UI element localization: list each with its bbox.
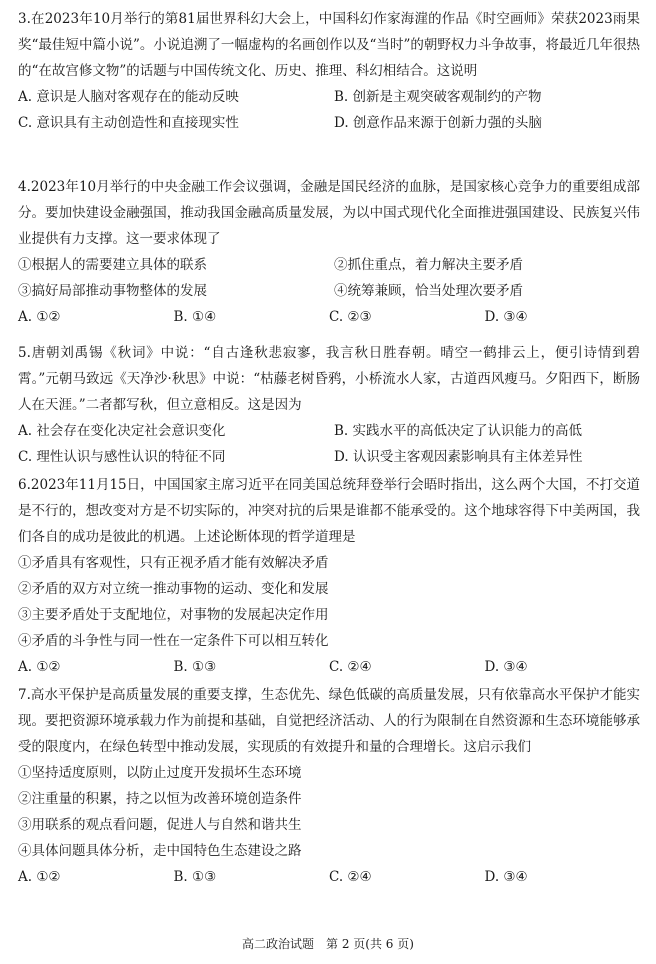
option-b: B. 创新是主观突破客观制约的产物: [334, 89, 542, 105]
question-text: 唐朝刘禹锡《秋词》中说：“自古逢秋悲寂寥，我言秋日胜春朝。晴空一鹤排云上，便引诗情到碧霄。”元朝马致远《天净沙·秋思》中说：“枯藤老树昏鸦，小桥流水人家，古道西风瘦马。夕阳西下，断肠人在天涯。”二者都写秋，但立意相反。这是因为: [18, 345, 640, 413]
items-row: [18, 278, 640, 304]
option-b: B. ①③: [173, 659, 217, 675]
item-3: ③搞好局部推动事物整体的发展: [18, 283, 207, 299]
question-6-stem: [18, 472, 640, 550]
option-a: A. 意识是人脑对客观存在的能动反映: [18, 89, 239, 105]
question-4-stem: [18, 174, 640, 252]
option-b: B. ①③: [173, 869, 217, 885]
item-1: ①矛盾具有客观性，只有正视矛盾才能有效解决矛盾: [18, 555, 329, 571]
option-d: D. ③④: [484, 659, 528, 675]
item-3: ③主要矛盾处于支配地位，对事物的发展起决定作用: [18, 607, 329, 623]
item-2: ②抓住重点，着力解决主要矛盾: [334, 257, 523, 273]
options-row: [18, 84, 640, 110]
option-c: C. 意识具有主动创造性和直接现实性: [18, 115, 239, 131]
question-text: 2023年10月举行的中央金融工作会议强调，金融是国民经济的血脉，是国家核心竞争力的重要组成部分。要加快建设金融强国，推动我国金融高质量发展，为以中国式现代化全面推进强国建设、民族复兴伟业提供有力支撑。这一要求体现了: [18, 179, 640, 247]
option-c: C. ②④: [329, 869, 372, 885]
option-c: C. ②③: [329, 309, 372, 325]
options-row: [18, 304, 640, 330]
page-footer: 高二政治试题 第 2 页(共 6 页): [242, 937, 414, 951]
question-5-stem: [18, 340, 640, 418]
option-d: D. 创意作品来源于创新力强的头脑: [334, 115, 542, 131]
option-a: A. ①②: [18, 869, 61, 885]
option-c: C. 理性认识与感性认识的特征不同: [18, 449, 226, 465]
options-row: [18, 418, 640, 444]
item-2: ②矛盾的双方对立统一推动事物的运动、变化和发展: [18, 581, 329, 597]
question-3: [18, 6, 640, 136]
items-row: [18, 252, 640, 278]
options-row: [18, 444, 640, 470]
item-3: ③用联系的观点看问题，促进人与自然和谐共生: [18, 817, 302, 833]
question-text: 2023年11月15日，中国国家主席习近平在同美国总统拜登举行会晤时指出，这么两个大国，不打交道是不行的，想改变对方是不切实际的，冲突对抗的后果是谁都不能承受的。这个地球容得下中美两国，我们各自的成功是彼此的机遇。上述论断体现的哲学道理是: [18, 477, 640, 545]
option-d: D. ③④: [484, 869, 528, 885]
option-a: A. ①②: [18, 309, 61, 325]
question-number: 6.: [18, 477, 31, 493]
question-7: [18, 682, 640, 890]
question-number: 3.: [18, 11, 31, 27]
question-5: [18, 340, 640, 470]
options-row: [18, 864, 640, 890]
options-row: [18, 110, 640, 136]
item-1: ①根据人的需要建立具体的联系: [18, 257, 207, 273]
item-4: ④矛盾的斗争性与同一性在一定条件下可以相互转化: [18, 633, 329, 649]
option-d: D. 认识受主客观因素影响具有主体差异性: [334, 449, 583, 465]
item-4: ④具体问题具体分析，走中国特色生态建设之路: [18, 843, 302, 859]
options-row: [18, 654, 640, 680]
option-a: A. ①②: [18, 659, 61, 675]
question-7-stem: [18, 682, 640, 760]
item-1: ①坚持适度原则，以防止过度开发损坏生态环境: [18, 765, 302, 781]
option-b: B. 实践水平的高低决定了认识能力的高低: [334, 423, 583, 439]
question-3-stem: [18, 6, 640, 84]
question-text: 在2023年10月举行的第81届世界科幻大会上，中国科幻作家海漄的作品《时空画师》荣获2023雨果奖“最佳短中篇小说”。小说追溯了一幅虚构的名画创作以及“当时”的朝野权力斗争故事，将最近几年很热的“在故宫修文物”的话题与中国传统文化、历史、推理、科幻相结合。这说明: [18, 11, 640, 79]
option-d: D. ③④: [484, 309, 528, 325]
question-number: 4.: [18, 179, 31, 195]
item-2: ②注重量的积累，持之以恒为改善环境创造条件: [18, 791, 302, 807]
question-6: [18, 472, 640, 680]
question-number: 7.: [18, 687, 31, 703]
question-4: [18, 174, 640, 330]
question-text: 高水平保护是高质量发展的重要支撑，生态优先、绿色低碳的高质量发展，只有依靠高水平保护才能实现。要把资源环境承载力作为前提和基础，自觉把经济活动、人的行为限制在自然资源和生态环境能够承受的限度内，在绿色转型中推动发展，实现质的有效提升和量的合理增长。这启示我们: [18, 687, 640, 755]
item-4: ④统筹兼顾，恰当处理次要矛盾: [334, 283, 523, 299]
option-c: C. ②④: [329, 659, 372, 675]
option-a: A. 社会存在变化决定社会意识变化: [18, 423, 226, 439]
question-number: 5.: [18, 345, 31, 361]
option-b: B. ①④: [173, 309, 217, 325]
